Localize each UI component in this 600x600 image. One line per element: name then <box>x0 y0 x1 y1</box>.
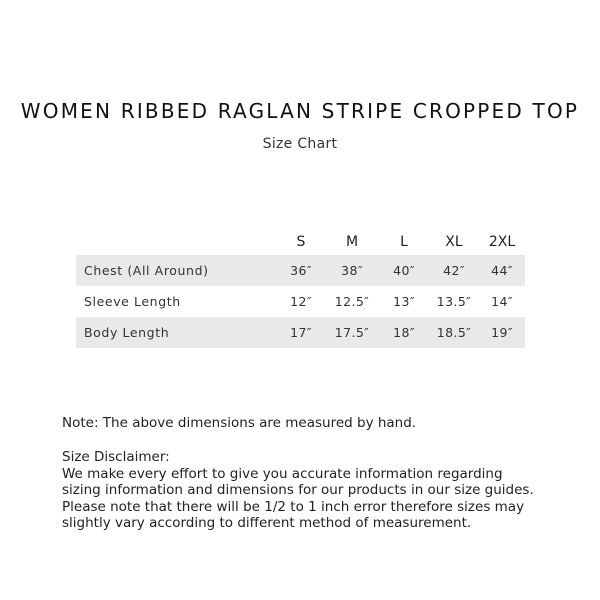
table-row-sleeve-length <box>76 286 525 317</box>
table-cell: 17″ <box>290 325 312 340</box>
page-subtitle: Size Chart <box>262 136 338 152</box>
table-cell: 18.5″ <box>436 325 472 340</box>
column-header-m: M <box>345 234 359 250</box>
table-cell: 12.5″ <box>334 294 370 309</box>
disclaimer-title: Size Disclaimer: <box>62 449 170 465</box>
column-header-xl: XL <box>445 234 463 250</box>
table-cell: 14″ <box>491 294 513 309</box>
table-row-body-length <box>76 317 525 348</box>
table-cell: 12″ <box>290 294 312 309</box>
table-cell: 18″ <box>393 325 415 340</box>
table-cell: 36″ <box>290 263 312 278</box>
row-label: Sleeve Length <box>84 294 181 309</box>
size-chart-table <box>76 230 525 348</box>
table-cell: 13″ <box>393 294 415 309</box>
table-cell: 44″ <box>491 263 513 278</box>
row-label: Body Length <box>84 325 170 340</box>
column-header-2xl: 2XL <box>488 234 516 250</box>
table-cell: 40″ <box>393 263 415 278</box>
column-header-l: L <box>400 234 408 250</box>
row-label: Chest (All Around) <box>84 263 209 278</box>
table-cell: 17.5″ <box>334 325 370 340</box>
table-cell: 42″ <box>443 263 465 278</box>
table-header-row <box>76 230 525 255</box>
table-cell: 13.5″ <box>436 294 472 309</box>
page-title: WOMEN RIBBED RAGLAN STRIPE CROPPED TOP <box>20 99 580 123</box>
table-row-chest <box>76 255 525 286</box>
table-cell: 38″ <box>341 263 363 278</box>
column-header-s: S <box>296 234 306 250</box>
disclaimer-text: We make every effort to give you accurate information regarding sizing information and dimensions for our products in our size guides. Please note that there will be 1/2 to 1 inch error therefore sizes may slightly vary according to different method of measurement. <box>62 465 534 531</box>
measurement-note: Note: The above dimensions are measured by hand. <box>62 415 417 431</box>
table-cell: 19″ <box>491 325 513 340</box>
size-disclaimer <box>62 449 542 532</box>
